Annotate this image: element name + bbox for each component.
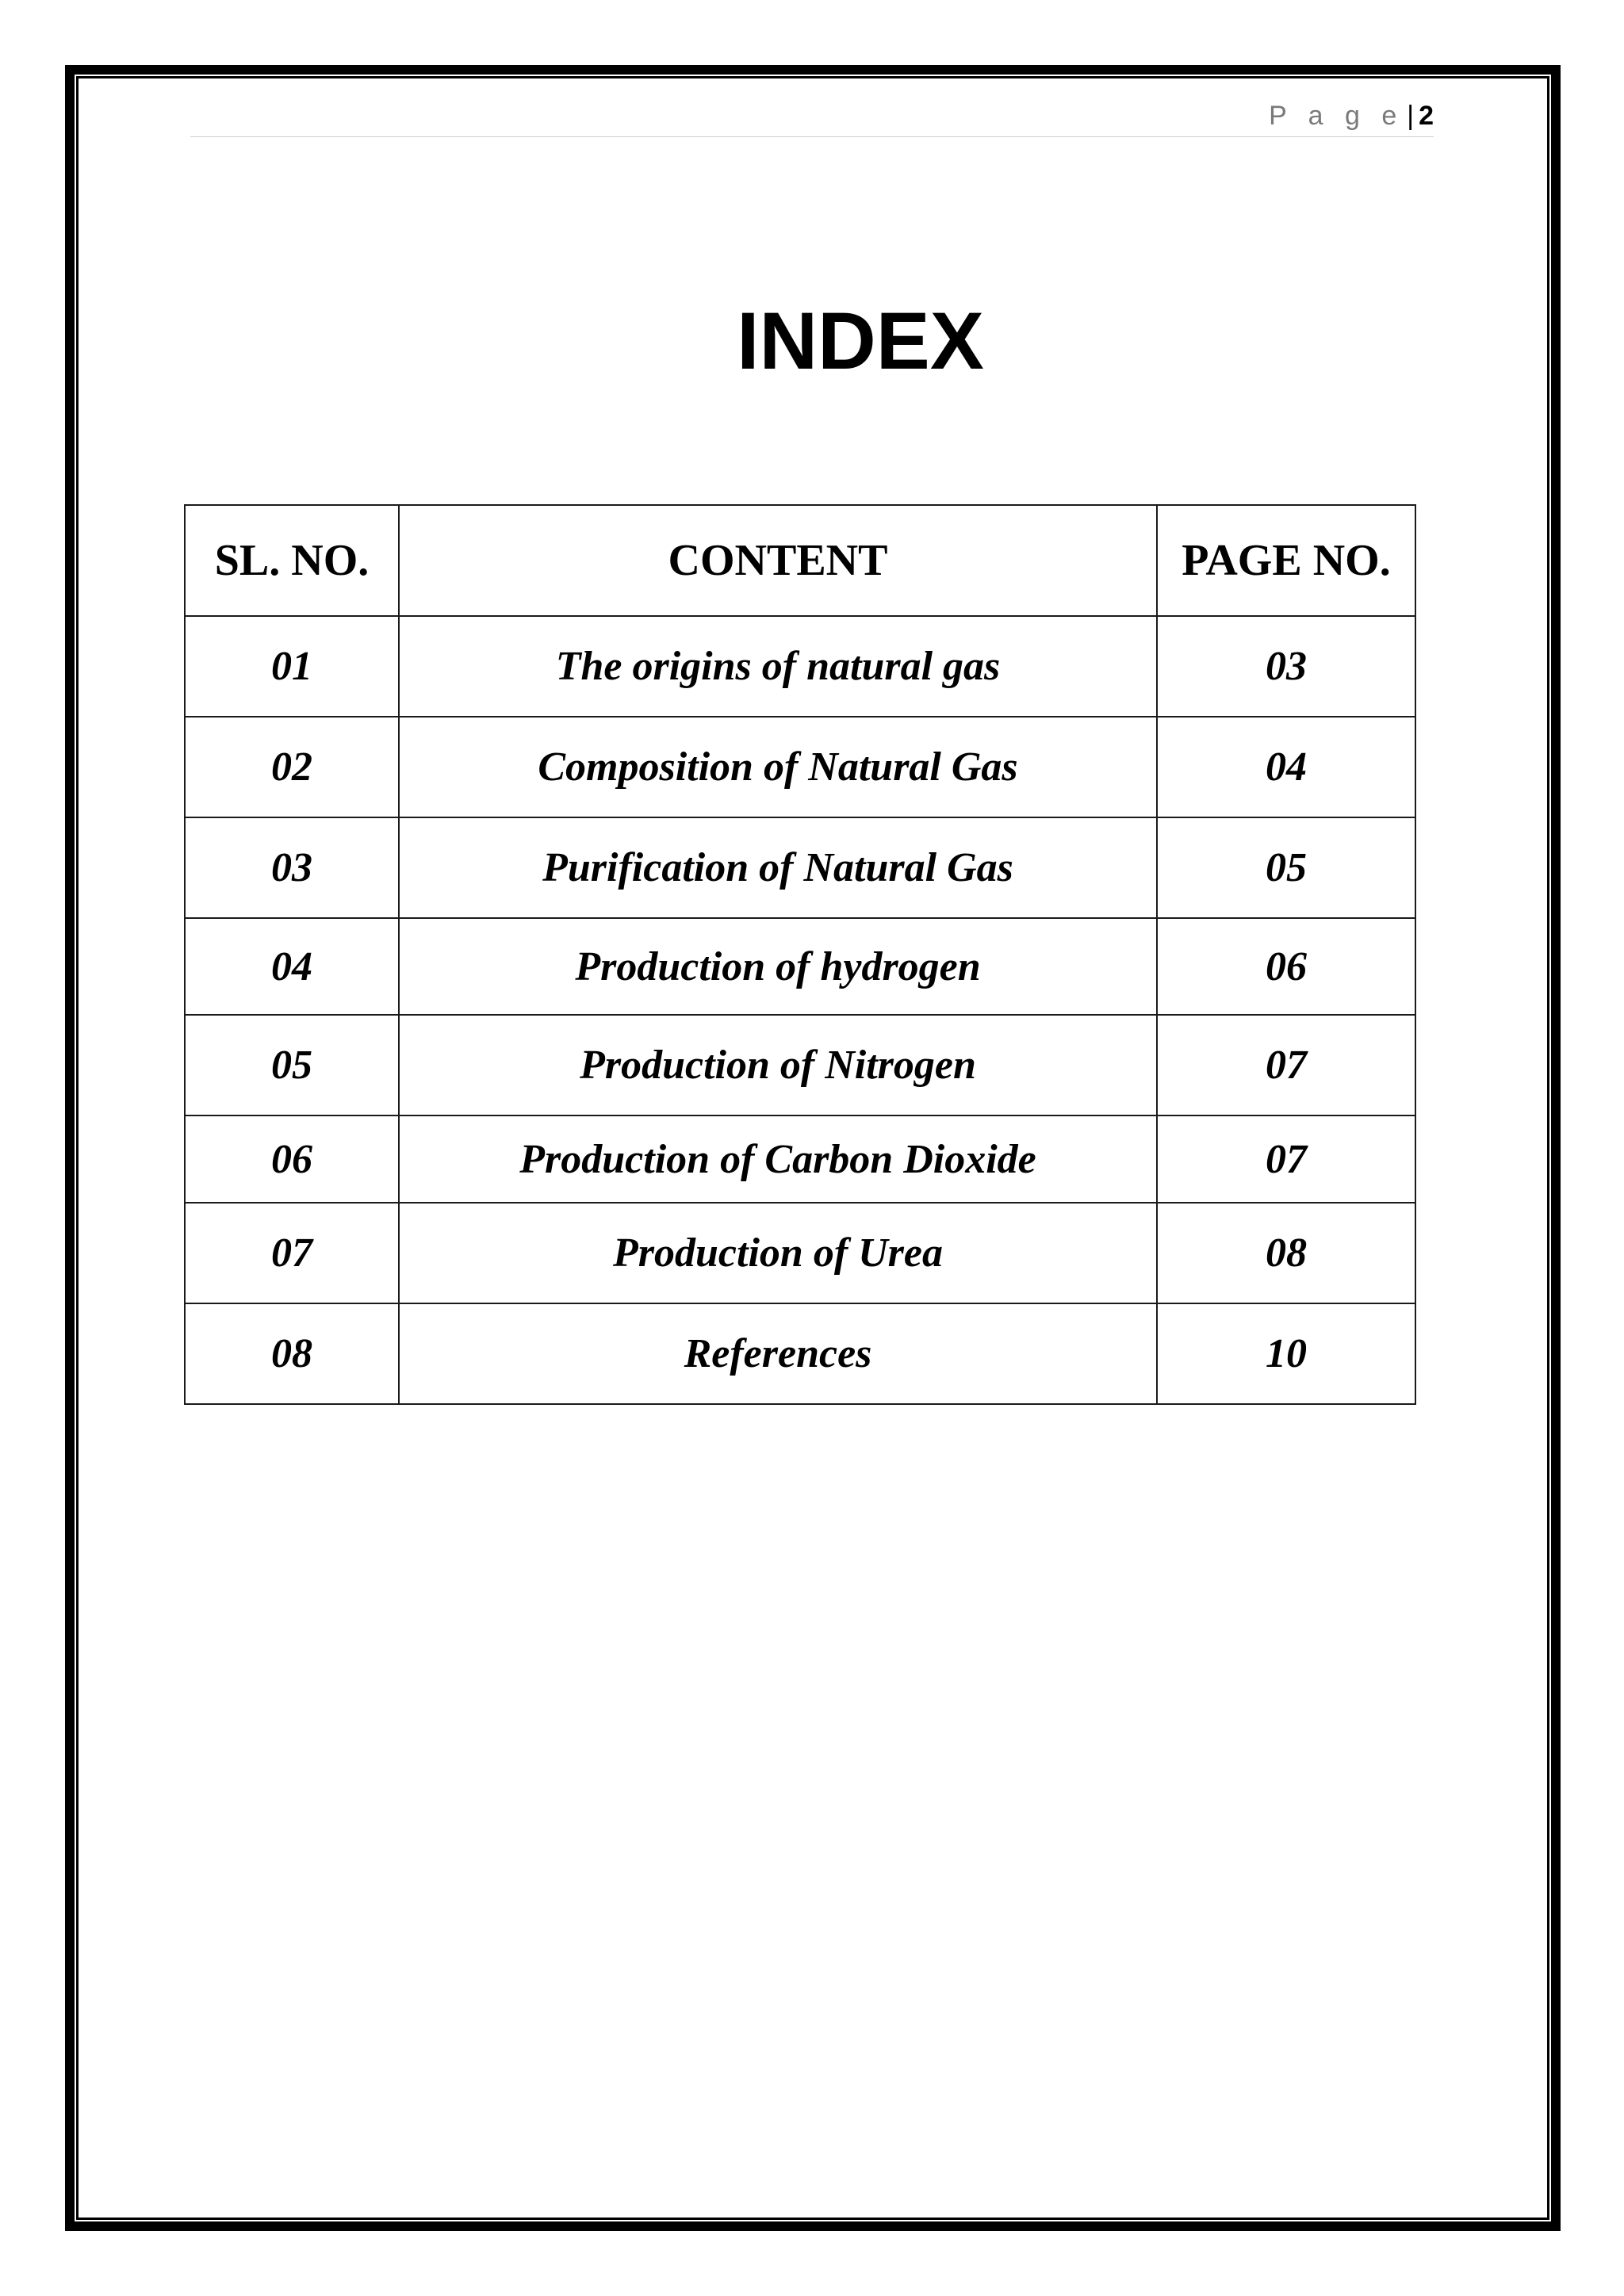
content-cell: Production of Carbon Dioxide [399,1115,1157,1203]
sl-no-cell: 08 [185,1303,399,1404]
page-no-cell: 07 [1157,1015,1415,1115]
table-row [185,616,1415,717]
page-header [190,95,1434,137]
content-cell: Purification of Natural Gas [399,817,1157,918]
column-header-sl-no: SL. NO. [185,505,399,616]
table-row [185,1115,1415,1203]
content-cell: Production of hydrogen [399,918,1157,1015]
page-separator: | [1407,101,1415,131]
content-cell: Production of Urea [399,1203,1157,1303]
sl-no-cell: 04 [185,918,399,1015]
sl-no-cell: 05 [185,1015,399,1115]
page-no-cell: 03 [1157,616,1415,717]
table-row [185,1015,1415,1115]
sl-no-cell: 01 [185,616,399,717]
page-no-cell: 08 [1157,1203,1415,1303]
index-table [184,504,1416,1405]
content-cell: References [399,1303,1157,1404]
content-cell: Composition of Natural Gas [399,717,1157,817]
table-row [185,918,1415,1015]
page-label: P a g e [1269,101,1404,131]
page-no-cell: 04 [1157,717,1415,817]
column-header-page-no: PAGE NO. [1157,505,1415,616]
page-number: 2 [1419,101,1434,131]
page-no-cell: 07 [1157,1115,1415,1203]
sl-no-cell: 02 [185,717,399,817]
table-header-row [185,505,1415,616]
table-row [185,717,1415,817]
table-row [185,1303,1415,1404]
page-no-cell: 06 [1157,918,1415,1015]
content-cell: The origins of natural gas [399,616,1157,717]
sl-no-cell: 07 [185,1203,399,1303]
page-no-cell: 10 [1157,1303,1415,1404]
content-cell: Production of Nitrogen [399,1015,1157,1115]
table-row [185,1203,1415,1303]
page-no-cell: 05 [1157,817,1415,918]
sl-no-cell: 06 [185,1115,399,1203]
table-row [185,817,1415,918]
sl-no-cell: 03 [185,817,399,918]
page-title: INDEX [737,296,984,386]
column-header-content: CONTENT [399,505,1157,616]
